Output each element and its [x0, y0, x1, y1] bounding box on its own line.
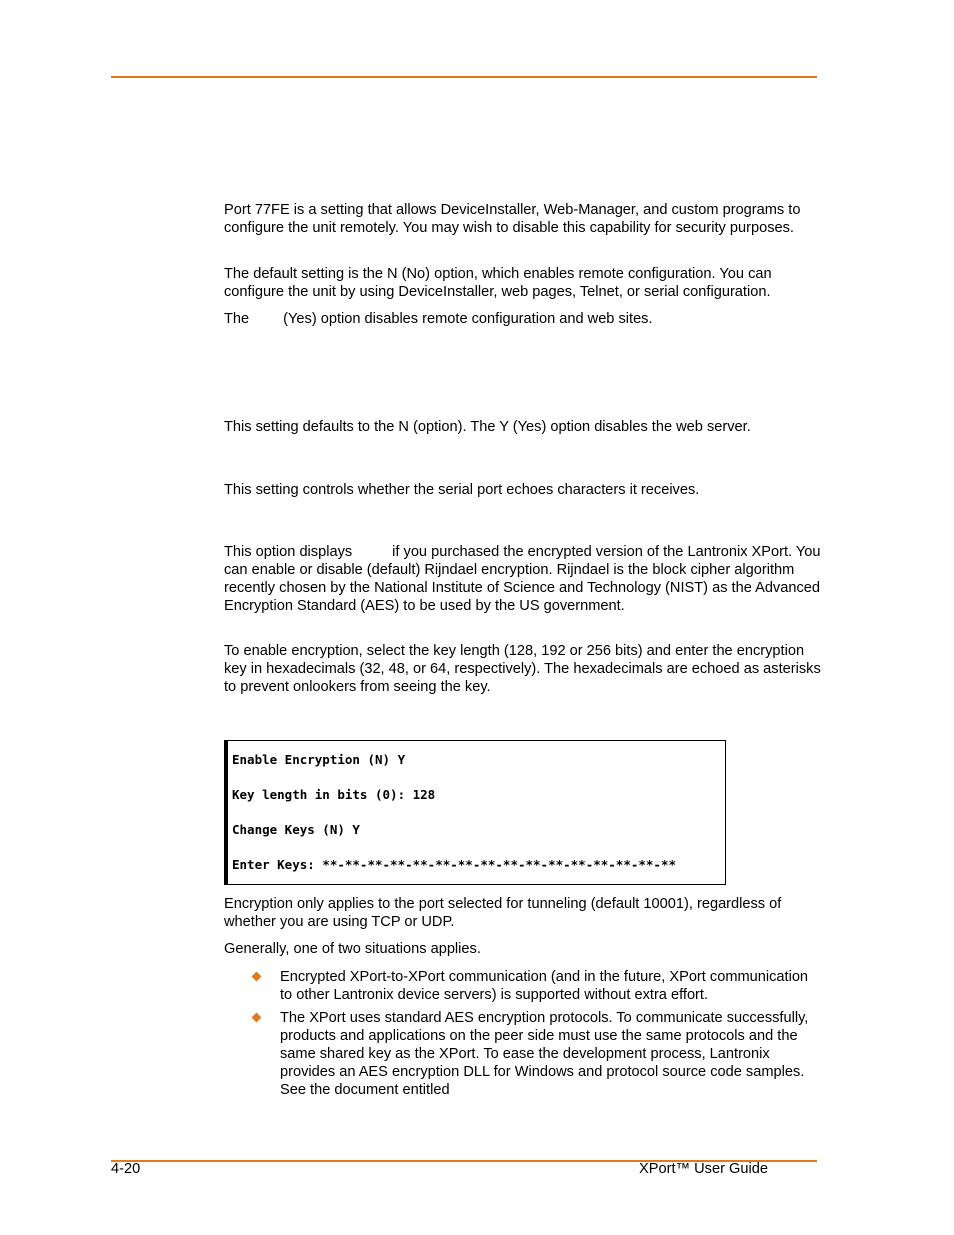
guide-title: XPort™ User Guide: [639, 1161, 768, 1177]
encryption-console-figure: [224, 740, 726, 885]
page-number: 4-20: [111, 1161, 141, 1177]
list-item: [250, 968, 820, 1004]
diamond-bullet-icon: [252, 972, 262, 982]
bullet-text: Encrypted XPort-to-XPort communication (and in the future, XPort communication to other Lantronix device servers) is supported without extra effort.: [280, 969, 809, 1003]
console-line-key-length: Key length in bits (0): 128: [232, 787, 436, 802]
port-77fe-paragraph: Port 77FE is a setting that allows DeviceInstaller, Web-Manager, and custom programs to configure the unit remotely. You may wish to disable this capability for security purposes.: [224, 202, 801, 236]
tunneling-paragraph: Encryption only applies to the port selected for tunneling (default 10001), regardless of whether you are using TCP or UDP.: [224, 896, 782, 930]
header-rule: [111, 76, 817, 78]
encryption-paragraph: [224, 543, 824, 615]
enable-encryption-paragraph: To enable encryption, select the key length (128, 192 or 256 bits) and enter the encryption key in hexadecimals (32, 48, or 64, respectively). The hexadecimals are echoed as asterisks to prevent onlookers from seeing the key.: [224, 643, 821, 695]
encryption-start: This option displays: [224, 544, 353, 560]
yes-option-end: (Yes) option disables remote configuration and web sites.: [283, 311, 653, 327]
console-line-enter-keys: Enter Keys: **-**-**-**-**-**-**-**-**-**-**-**-**-**-**-**: [232, 857, 677, 872]
list-item: [250, 1009, 820, 1099]
console-line-change-keys: Change Keys (N) Y: [232, 822, 360, 837]
echo-paragraph: This setting controls whether the serial port echoes characters it receives.: [224, 482, 700, 498]
situations-list: [250, 968, 820, 1099]
situations-paragraph: Generally, one of two situations applies.: [224, 941, 481, 957]
console-line-enable: Enable Encryption (N) Y: [232, 752, 406, 767]
yes-option-start: The: [224, 311, 250, 327]
bullet-text: The XPort uses standard AES encryption protocols. To communicate successfully, products and applications on the peer side must use the same protocols and the same shared key as the XPort. To ease the development process, Lantronix provides an AES encryption DLL for Windows and protocol source code samples. See the document entitled: [280, 1010, 809, 1098]
web-server-paragraph: This setting defaults to the N (option). The Y (Yes) option disables the web server.: [224, 419, 751, 435]
default-setting-paragraph: The default setting is the N (No) option, which enables remote configuration. You can configure the unit by using DeviceInstaller, web pages, Telnet, or serial configuration.: [224, 266, 772, 300]
yes-option-paragraph: [224, 310, 824, 328]
encryption-end: if you purchased the encrypted version of the Lantronix XPort. You can enable or disable (default) Rijndael encryption. Rijndael is the block cipher algorithm recently chosen by the National Institute of Science and Technology (NIST) as the Advanced Encryption Standard (AES) to be used by the US government.: [224, 544, 821, 614]
diamond-bullet-icon: [252, 1013, 262, 1023]
